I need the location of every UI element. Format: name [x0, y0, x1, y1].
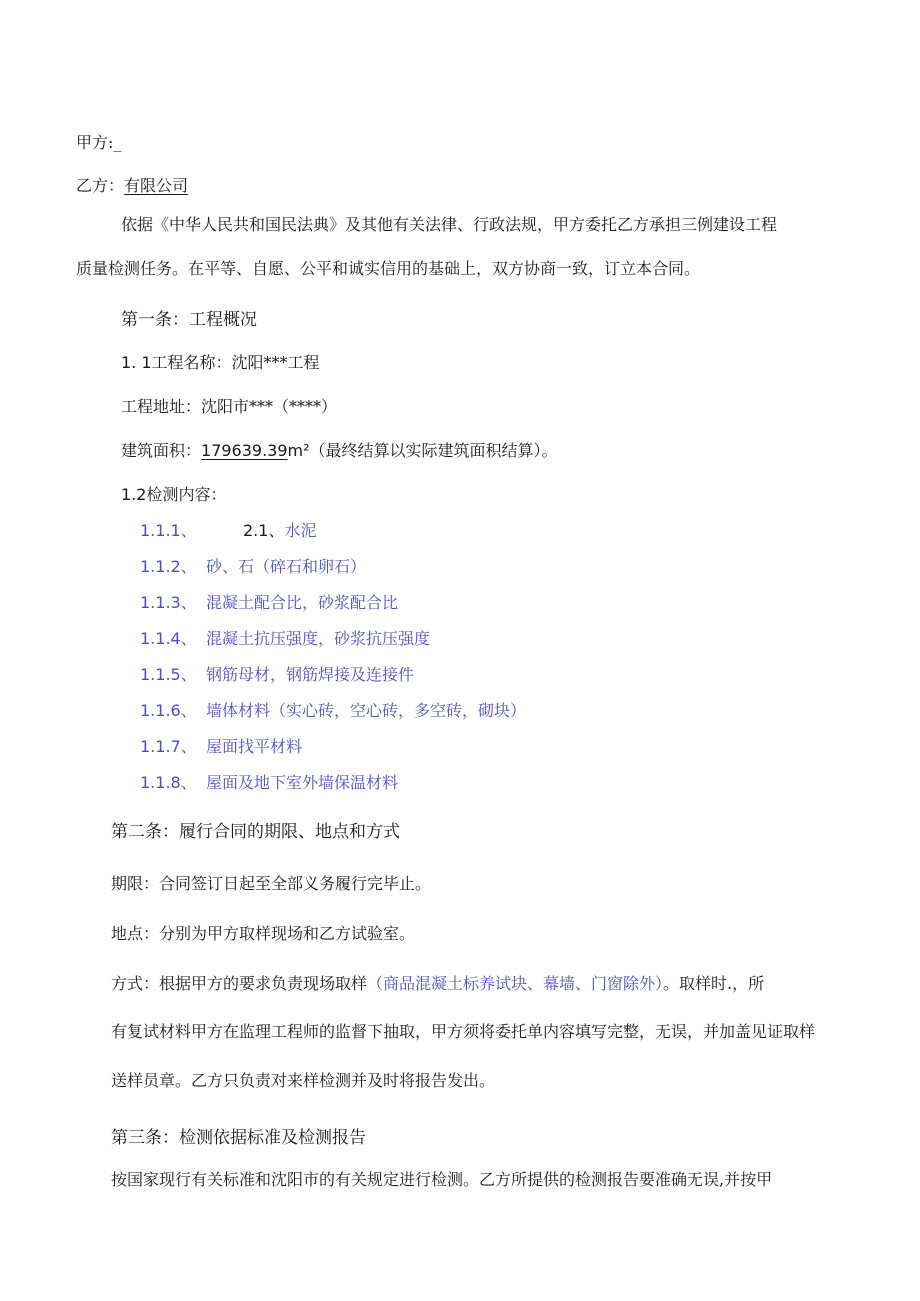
article2-method-line-1: [111, 974, 764, 994]
intro-line-1: 依据《中华人民共和国民法典》及其他有关法律、行政法规，甲方委托乙方承担三例建设工程: [121, 215, 778, 234]
list-item: [140, 773, 398, 793]
area-line: [121, 441, 558, 461]
content-title-num: 1.2: [121, 485, 147, 504]
item-num: 1.1.8、: [140, 773, 197, 792]
item-num: 1.1.5、: [140, 665, 197, 684]
list-item: [140, 521, 316, 541]
item-num: 1.1.6、: [140, 701, 197, 720]
item-text: 屋面找平材料: [206, 737, 303, 756]
project-address: 工程地址：沈阳市***（****）: [121, 397, 338, 416]
area-note: （最终结算以实际建筑面积结算）。: [309, 441, 558, 460]
project-name-line: [121, 353, 320, 373]
item-num: 1.1.1、: [140, 521, 197, 540]
party-a-value: _: [113, 133, 122, 152]
party-b-value: 有限公司: [124, 176, 189, 195]
area-label: 建筑面积：: [121, 441, 202, 460]
project-name-num: 1. 1: [121, 353, 152, 372]
item-num: 1.1.7、: [140, 737, 197, 756]
article2-method-line-3: 送样员章。乙方只负责对来样检测并及时将报告发出。: [111, 1071, 496, 1090]
area-unit: m²: [287, 441, 310, 460]
project-name-text: 工程名称：沈阳***工程: [151, 353, 320, 372]
method-highlight: （商品混凝土标养试块、幕墙、门窗除外）: [367, 974, 664, 993]
party-a-label: 甲方:: [76, 133, 114, 152]
article2-method-line-2: 有复试材料甲方在监理工程师的监督下抽取，甲方须将委托单内容填写完整，无误，并加盖见证取样: [111, 1022, 816, 1041]
article3-line-1: 按国家现行有关标准和沈阳市的有关规定进行检测。乙方所提供的检测报告要准确无误,并按甲: [111, 1170, 773, 1189]
list-item: [140, 593, 398, 613]
item-extra: 2.1、: [243, 521, 285, 540]
item-num: 1.1.2、: [140, 557, 197, 576]
article3-title: 第三条：检测依据标准及检测报告: [111, 1128, 366, 1148]
article2-place: 地点：分别为甲方取样现场和乙方试验室。: [111, 924, 416, 943]
list-item: [140, 557, 366, 577]
area-value: 179639.39: [201, 441, 288, 460]
content-title-line: [121, 485, 226, 505]
party-b-line: [76, 176, 188, 196]
item-text: 混凝土配合比，砂浆配合比: [206, 593, 399, 612]
article2-title: 第二条：履行合同的期限、地点和方式: [111, 822, 400, 842]
list-item: [140, 665, 414, 685]
item-text: 混凝土抗压强度，砂浆抗压强度: [206, 629, 431, 648]
list-item: [140, 629, 430, 649]
party-b-label: 乙方：: [76, 176, 125, 195]
article1-title: 第一条：工程概况: [121, 310, 257, 330]
method-suffix: 。取样时.，所: [663, 974, 765, 993]
content-title-text: 检测内容：: [146, 485, 227, 504]
item-num: 1.1.4、: [140, 629, 197, 648]
item-text: 屋面及地下室外墙保温材料: [206, 773, 399, 792]
item-text: 钢筋母材，钢筋焊接及连接件: [206, 665, 415, 684]
intro-line-2: 质量检测任务。在平等、自愿、公平和诚实信用的基础上，双方协商一致，订立本合同。: [76, 259, 701, 278]
item-text: 砂、石（碎石和卵石）: [206, 557, 367, 576]
method-prefix: 方式：根据甲方的要求负责现场取样: [111, 974, 368, 993]
item-text: 水泥: [284, 521, 317, 540]
item-text: 墙体材料（实心砖，空心砖，多空砖，砌块）: [206, 701, 527, 720]
list-item: [140, 701, 526, 721]
item-num: 1.1.3、: [140, 593, 197, 612]
article2-period: 期限：合同签订日起至全部义务履行完毕止。: [111, 874, 432, 893]
list-item: [140, 737, 302, 757]
party-a-line: [76, 133, 121, 153]
